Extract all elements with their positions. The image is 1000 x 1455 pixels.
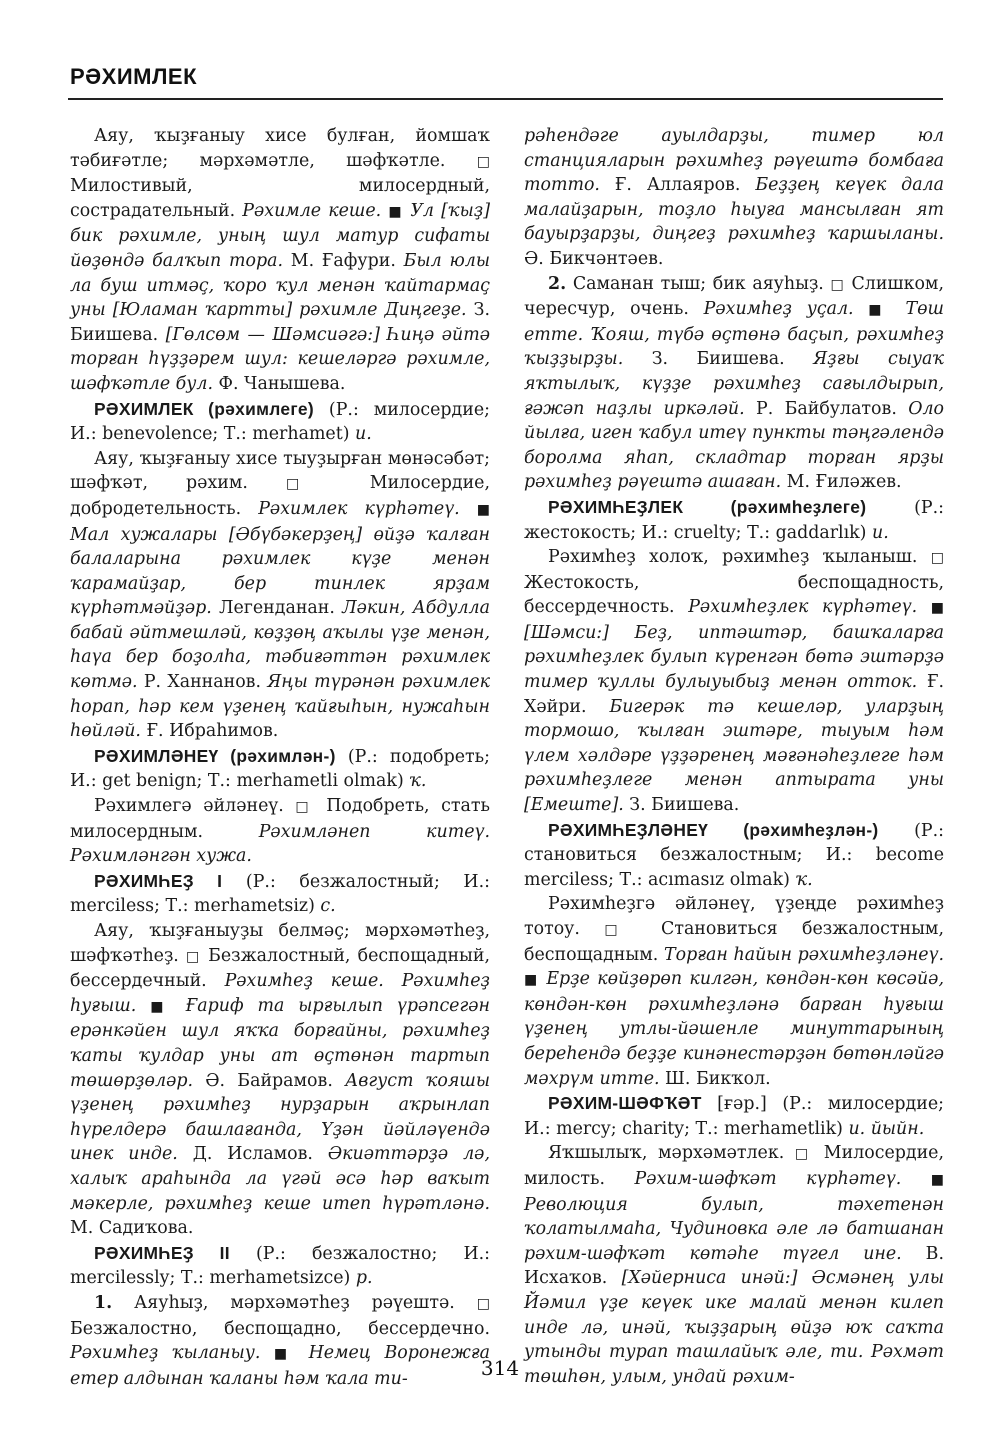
text-run: Ә. Байрамов. [193, 1070, 346, 1091]
text-run: М. Ғиләжев. [781, 472, 902, 493]
example-text: Рәхимлек күрһәтеү. [258, 498, 460, 519]
text-run: З. Биишева. [623, 349, 814, 370]
text-run [917, 597, 931, 617]
right-column [524, 124, 944, 1389]
text-run: Р. Байбулатов. [744, 398, 909, 419]
text-run: Саманан тыш; бик аяуһыҙ. [566, 273, 831, 294]
example-text: Рәхим-шәфҡәт күрһәтеү. [634, 1168, 902, 1189]
text-run: Д. Исламов. [177, 1144, 328, 1165]
open-square-icon: □ [830, 276, 845, 293]
text-run: Ғ. Ибраһимов. [140, 721, 279, 742]
text-run: Рәхимһеҙгә әйләнеү, үҙеңде рәхимһеҙ тотоу. [524, 894, 944, 939]
text-run [172, 996, 186, 1016]
example-text: Бигерәк тә кешеләр, уларҙың тормошо, ҡылған эштәре, тыуым һәм үлем хәлдәре үҙҙәренең мәғәнәһеҙлеге һәм рәхимһеҙлеге менән аптырата уны [Емеште]. [524, 696, 945, 816]
example-text: Төш етте. Ҡояш, түбә өҫтөнә баҫып, рәхимһеҙ ҡыҙҙырҙы. [524, 299, 945, 370]
example-text: Беҙҙең кеүек дала малайҙарын, тоҙло һыуға мансылған ят бауырҙарҙы, диңгеҙ рәхимһеҙ ҡаршыланы. [524, 175, 945, 245]
example-text: и. йыйн. [848, 1118, 925, 1139]
example-text: Ләкин, Абдулла бабай әйтмешләй, көҙҙөң аҡылы үҙе менән, һаүа бер боҙолһа, тәбиғәттән рәхимлек көтмә. [70, 598, 491, 693]
definition-paragraph [70, 124, 490, 397]
definition-paragraph [524, 545, 944, 818]
definition-paragraph [524, 1141, 944, 1389]
text-run [891, 299, 906, 319]
dictionary-entry-heading [524, 1091, 944, 1141]
example-text: Рәхимле кеше. [242, 200, 382, 221]
example-text: [Гөлсөм — Шәмсиәгә:] Һиңә әйтә торған һүҙҙәрем шул: кешеләргә рәхимле, шәфҡәтле бул. [70, 324, 490, 394]
text-run: Безжалостно, беспощадно, бессердечно. [70, 1318, 490, 1339]
example-text: [Хәйерниса инәй:] Әсмәнең улы Йәмил үҙе кеүек ике малай менән килеп инде лә, инәй, ҡыҙҙарың өйҙә юҡ саҡта утынды турап ташлайыҡ әле, ти. Рәхмәт төшһөн, улым, ундай рәхим- [524, 1268, 945, 1387]
definition-paragraph [70, 919, 490, 1241]
text-run: [ғәр.] (Р.: милосердие; И.: mercy; charity; Т.: merhametlik) [524, 1094, 944, 1139]
continued-paragraph [524, 124, 944, 272]
filled-square-icon: ■ [524, 972, 540, 989]
left-column [70, 124, 490, 1391]
text-run: Аяуһыҙ, мәрхәмәтһеҙ рәүештә. [112, 1292, 477, 1313]
text-run: Аяу, ҡыҙғаныу хисе тыуҙырған мөнәсәбәт; шәфҡәт, рәхим. [70, 448, 490, 494]
filled-square-icon: ■ [273, 1346, 296, 1363]
text-run: (Р.: милосердие; И.: benevolence; Т.: merhamet) [70, 399, 490, 445]
text-run: Ш. Бикҡол. [659, 1068, 771, 1089]
example-text: Мал хужалары [Әбүбәкерҙең] өйҙә ҡалған балаларына рәхимлек күҙе менән ҡарамайҙар, бер тинлек ярҙам күрһәтмәйҙәр. [70, 524, 490, 619]
text-run: Яҡшылыҡ, мәрхәмәтлек. [548, 1143, 795, 1164]
text-run: З. Биишева. [70, 300, 490, 345]
example-text: Ерҙе көйҙөрөп килгән, көндән-көн көсәйә, көндән-көн рәхимһеҙләнә барған һуғыш үҙенең утлы-йәшенле минуттарының береһендә беҙҙе кинәнестәрҙән бөтөнләйгә мәхрүм итте. [524, 969, 944, 1089]
headword: РӘХИМЛӘНЕҮ (рәхимлән-) [94, 745, 336, 766]
example-text: ҡ. [409, 771, 427, 792]
example-text: [Шәмси:] Беҙ, иптәштәр, башҡаларға рәхимһеҙлек булып күренгән бөтә эштәрҙә тимер ҡуллы булыуыбыҙ менән отток. [524, 622, 944, 693]
example-text: Оло йылға, иген ҡабул итеү пункты тәңгәлендә боролма яһап, складтар торған ярҙы рәхимһеҙ рәүештә ашаған. [524, 398, 944, 493]
text-run: Ф. Чанышева. [213, 373, 346, 394]
text-run: Становиться безжалостным, беспощадным. [524, 919, 944, 965]
example-text: Рәхимһеҙ ҡыланыу. [70, 1343, 261, 1364]
running-head: РӘХИМЛЕК [70, 64, 197, 89]
text-run: (Р.: становиться безжалостным; И.: become merciless; Т.: acımasız olmak) [524, 820, 944, 890]
text-run: М. Садиҡова. [70, 1218, 194, 1239]
text-run [901, 1169, 931, 1189]
text-run: Безжалостный, беспощадный, бессердечный. [70, 945, 490, 992]
example-text: Ул [ҡыҙ] бик рәхимле, уның шул матур сифаты йөҙөндә балҡып тора. [70, 200, 490, 271]
text-run: Легенданан. [211, 598, 343, 619]
sense-number: 2. [548, 273, 567, 294]
example-text: Рәхимһеҙлек күрһәтеү. [688, 597, 918, 618]
dictionary-entry-heading [70, 397, 490, 447]
example-text: Революция булып, тәхетенән ҡолатылмаһа, Чудиновка әле лә батшанан рәхим-шәфҡәт көтәһе түгел ине. [524, 1194, 944, 1264]
text-run: (Р.: безжалостный; И.: merciless; Т.: merhametsiz) [70, 871, 490, 917]
example-text: с. [320, 896, 336, 917]
text-run [136, 996, 150, 1016]
example-text: Август ҡояшы үҙенең рәхимһеҙ нурҙарын аҡрынлап һүрелдерә башлағанда, Үҙән йәйләүендә инек инде. [70, 1070, 490, 1165]
example-text: Әкиәттәрҙә лә, халыҡ араһында ла үгәй әсә һәр ваҡыт мәкерле, рәхимһеҙ кеше итеп һүрәтләнә. [70, 1144, 490, 1214]
text-run: Рәхимлегә әйләнеү. [94, 796, 296, 817]
text-run: Ғ. Аллаяров. [599, 175, 756, 196]
filled-square-icon: ■ [388, 203, 404, 220]
filled-square-icon: ■ [930, 1171, 944, 1188]
example-text: Немец Воронежға етер алдынан ҡаланы һәм ҡала ти- [70, 1343, 490, 1389]
text-run: Рәхимһеҙ холоҡ, рәхимһеҙ ҡыланыш. [548, 547, 931, 568]
headword: РӘХИМҺЕҘ II [94, 1242, 230, 1263]
example-text: Яҙғы сыуаҡ яҡтылыҡ, күҙҙе рәхимһеҙ сағылдырып, ғәжәп наҙлы иркәләй. [524, 349, 944, 419]
example-text: рәһендәге ауылдарҙы, тимер юл станцияларын рәхимһеҙ рәүештә бомбаға тотто. [524, 126, 944, 196]
dictionary-entry-heading [524, 495, 944, 545]
filled-square-icon: ■ [930, 600, 944, 617]
definition-paragraph [524, 272, 944, 495]
text-run [854, 299, 869, 319]
text-run: Р. Ханнанов. [137, 672, 268, 693]
page-number: 314 [480, 1356, 520, 1380]
text-run: Аяу, ҡыҙғаныуҙы белмәҫ; мәрхәмәтһеҙ, шәфҡәтһеҙ. [70, 921, 490, 966]
example-text: р. [355, 1268, 373, 1289]
definition-paragraph [524, 892, 944, 1091]
open-square-icon: □ [604, 922, 637, 938]
text-run: М. Ғафури. [283, 250, 404, 271]
text-run: Ә. Бикчәнтәев. [524, 248, 664, 269]
open-square-icon: □ [295, 799, 315, 816]
filled-square-icon: ■ [150, 998, 172, 1015]
example-text: Торған һайын рәхимһеҙләнеү. [664, 944, 944, 965]
example-text: и. [355, 424, 372, 445]
example-text: Был юлы ла буш итмәҫ, ҡоро ҡул менән ҡайтармаҫ уны [Юламан ҡартты] рәхимле Диңгеҙе. [70, 250, 490, 321]
open-square-icon: □ [476, 153, 490, 170]
definition-paragraph [70, 447, 490, 744]
text-run: Милосердие, милость. [524, 1143, 944, 1189]
example-text: Ғариф та ырғылып үрәпсегән ерәнкәйен шул яҡҡа борғайны, рәхимһеҙ ҡаты ҡулдар уны ат өҫтөнән тартып төшөрҙөләр. [70, 995, 491, 1091]
example-text: Рәхимһеҙ кеше. Рәхимһеҙ һуғыш. [70, 971, 490, 1016]
dictionary-entry-heading [70, 869, 490, 919]
header-rule [68, 98, 943, 100]
headword: РӘХИМЛЕК (рәхимлеге) [94, 398, 314, 419]
headword: РӘХИМҺЕҘЛЕК (рәхимһеҙлеге) [548, 496, 867, 517]
text-run: (Р.: жестокость; И.: cruelty; Т.: gaddarlık) [524, 497, 944, 543]
definition-paragraph [70, 794, 490, 869]
filled-square-icon: ■ [868, 302, 891, 319]
text-run: Ғ. Хәйри. [524, 672, 944, 717]
open-square-icon: □ [930, 550, 944, 567]
sense-number: 1. [94, 1292, 113, 1313]
text-run: В. Исхаҡов. [524, 1243, 944, 1289]
text-run: Милосердие, добродетельность. [70, 473, 490, 519]
example-text: Рәхимһеҙ уҫал. [703, 299, 854, 320]
text-run: Жестокость, беспощадность, бессердечность. [524, 572, 944, 618]
open-square-icon: □ [186, 948, 201, 965]
example-text: Рәхимләнеп китеү. Рәхимләнгән хужа. [70, 821, 490, 867]
example-text: Яңы түрәнән рәхимлек һорап, һәр кем үҙенең ҡайғыһын, нужаһын һөйләй. [70, 672, 490, 742]
text-run [460, 499, 477, 519]
dictionary-entry-heading [524, 818, 944, 893]
text-run: Аяу, ҡыҙғаныу хисе булған, йомшаҡ тәбиғәтле; мәрхәмәтле, шәфҡәтле. [70, 126, 490, 171]
text-run: З. Биишева. [623, 795, 740, 816]
text-run: Слишком, чересчур, очень. [524, 273, 944, 320]
open-square-icon: □ [476, 1295, 490, 1312]
dictionary-entry-heading [70, 744, 490, 794]
text-run: Милостивый, милосердный, сострадательный. [70, 176, 490, 221]
example-text: и. [872, 522, 889, 543]
filled-square-icon: ■ [476, 501, 490, 518]
headword: РӘХИМҺЕҘ I [94, 870, 223, 891]
headword: РӘХИМҺЕҘЛӘНЕҮ (рәхимһеҙлән-) [548, 819, 879, 840]
dictionary-entry-heading [70, 1241, 490, 1291]
example-text: ҡ. [795, 869, 813, 890]
text-run: Подобреть, стать милосердным. [70, 796, 490, 842]
open-square-icon: □ [285, 476, 332, 493]
text-run: (Р.: безжалостно; И.: mercilessly; Т.: merhametsizce) [70, 1243, 490, 1289]
open-square-icon: □ [794, 1146, 814, 1163]
headword: РӘХИМ-ШӘФҠӘТ [548, 1093, 702, 1114]
text-run: (Р.: подобреть; И.: get benign; Т.: merhametli olmak) [70, 746, 490, 792]
